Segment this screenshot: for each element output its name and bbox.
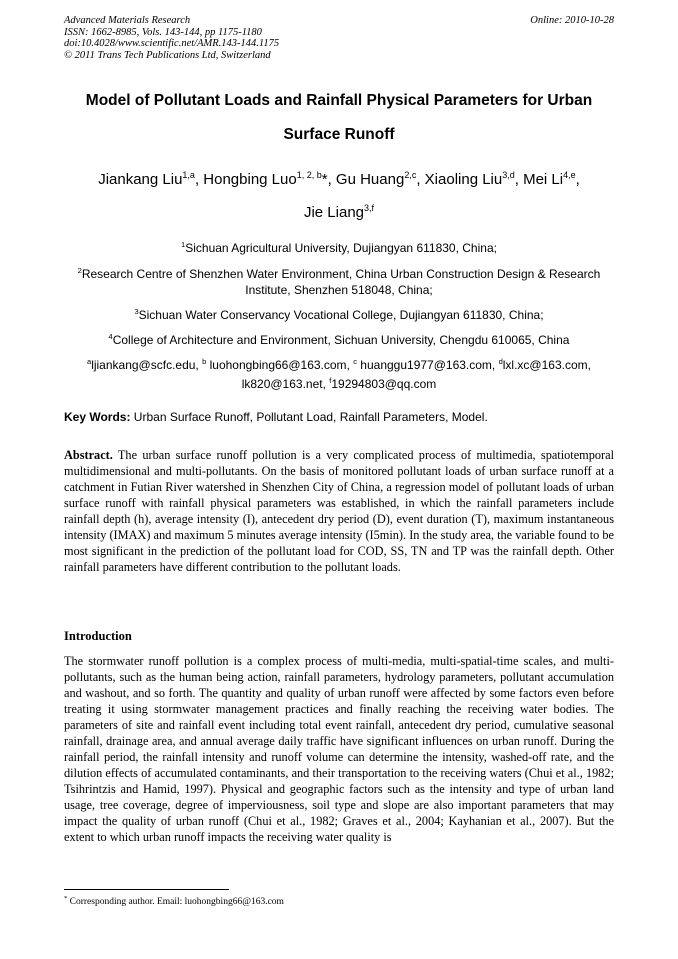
footnote [64,895,284,907]
affiliation-2-sup: 2 [77,266,82,275]
author-4: Xiaoling Liu [424,171,503,188]
email-4: lxl.xc@163.com, [502,358,591,372]
affiliation-4-sup: 4 [108,332,113,341]
email-5: lk820@163.net, [241,377,330,391]
footnote-text: Corresponding author. Email: luohongbing66@163.com [67,897,284,908]
keywords-text: Urban Surface Runoff, Pollutant Load, Rainfall Parameters, Model. [130,410,488,424]
author-3: Gu Huang [335,171,405,188]
footnote-star: * [64,895,68,902]
author-6-sup: 3,f [364,203,375,213]
email-1: ljiankang@scfc.edu, [91,358,203,372]
introduction-paragraph: The stormwater runoff pollution is a complex process of multi-media, multi-spatial-time scales, and multi-pollutants, such as the human being action, rainfall parameters, hydrology parameters, pollutant accumulation and washout, and so forth. The quantity and quality of urban runoff were affected by some factors even before treating it using stormwater management practices and finally reaching the receiving water bodies. The parameters of site and rainfall event including total event rainfall, antecedent dry period, cumulative seasonal rainfall, drainage area, and annual average daily traffic have significant influences on urban runoff. During the rainfall period, the rainfall intensity and runoff volume can determine the intensity, washed-off rate, and the dilution effects of accumulated contaminants, and their transportation to the receiving waters (Chui et al., 1982; Tsihrintzis and Hamid, 1997). Physical and geographic factors such as the intensity and type of urban land usage, tree coverage, degree of imperviousness, soil type and slope are also important parameters that may impact the quality of urban runoff (Chui et al., 1982; Graves et al., 2004; Kayhanian et al., 2007). But the extent to which urban runoff impacts the receiving water quality is [64,654,614,844]
affiliation-3 [64,304,614,323]
author-sep: , [194,171,204,188]
email-6-sup: f [329,376,332,385]
abstract-label: Abstract. [64,448,113,462]
email-2-sup: b [202,357,207,366]
author-sep: , [416,171,425,188]
author-2: Hongbing Luo [203,171,297,188]
email-list [64,354,614,392]
journal-header [64,15,279,61]
author-3-sup: 2,c [404,170,417,180]
affiliation-3-text: Sichuan Water Conservancy Vocational College, Dujiangyan 611830, China; [138,308,544,322]
email-4-sup: d [498,357,503,366]
abstract [64,447,614,575]
copyright-line: © 2011 Trans Tech Publications Ltd, Switzerland [64,49,271,61]
author-sep: , [514,171,524,188]
affiliation-1-text: Sichuan Agricultural University, Dujiangyan 611830, China; [185,241,497,255]
affiliation-4-text: College of Architecture and Environment, Sichuan University, Chengdu 610065, China [112,333,570,347]
author-5-sup: 4,e [563,170,576,180]
author-sep: , [575,171,580,188]
email-3-sup: c [353,357,357,366]
doi-line: doi:10.4028/www.scientific.net/AMR.143-144.1175 [64,38,280,49]
author-2-sup: 1, 2, b [296,170,322,180]
author-4-sup: 3,d [502,170,515,180]
corresponding-star: * [321,171,328,188]
author-1-sup: 1,a [182,170,195,180]
journal-name: Advanced Materials Research [64,15,191,26]
author-6: Jie Liang [303,204,365,221]
paper-title-line-1: Model of Pollutant Loads and Rainfall Physical Parameters for Urban [85,92,593,109]
author-list [64,170,614,188]
email-2: luohongbing66@163.com, [206,358,354,372]
affiliation-1-sup: 1 [181,240,186,249]
online-date: Online: 2010-10-28 [530,15,614,26]
affiliation-4 [64,329,614,348]
email-3: huanggu1977@163.com, [356,358,499,372]
abstract-text: The urban surface runoff pollution is a very complicated process of multimedia, spatiotemporal multidimensional and multi-pollutants. On the basis of monitored pollutant loads of urban surface runoff at a catchment in Futian River watershed in Shenzhen City of China, a regression model of pollutant loads of urban surface runoff with rainfall physical parameters was established, in which the rainfall parameters include rainfall depth (h), average intensity (I), antecedent dry period (D), event duration (T), maximum instantaneous intensity (IMAX) and maximum 5 minutes average intensity (I5min). In the study area, the variable found to be most significant in the prediction of the pollutant load for COD, SS, TN and TP was the rainfall depth. Other rainfall parameters have different contribution to the pollutant loads. [64,448,614,574]
email-6: 19294803@qq.com [331,377,437,391]
keywords-label: Key Words: [64,410,131,424]
affiliation-3-sup: 3 [134,307,139,316]
author-1: Jiankang Liu [98,171,183,188]
author-sep: , [327,171,336,188]
email-1-sup: a [87,357,92,366]
section-heading-introduction: Introduction [64,629,132,643]
author-5: Mei Li [523,171,564,188]
author-list-line-2 [64,203,614,221]
footnote-rule [64,889,229,890]
affiliation-1 [64,237,614,256]
affiliation-2 [64,263,614,298]
affiliation-2-text-2: Institute, Shenzhen 518048, China; [245,283,433,297]
keywords [64,410,488,424]
affiliation-2-text-1: Research Centre of Shenzhen Water Environment, China Urban Construction Design & Research [81,267,601,281]
issn-line: ISSN: 1662-8985, Vols. 143-144, pp 1175-1180 [64,26,262,38]
paper-title-line-2: Surface Runoff [283,126,395,143]
